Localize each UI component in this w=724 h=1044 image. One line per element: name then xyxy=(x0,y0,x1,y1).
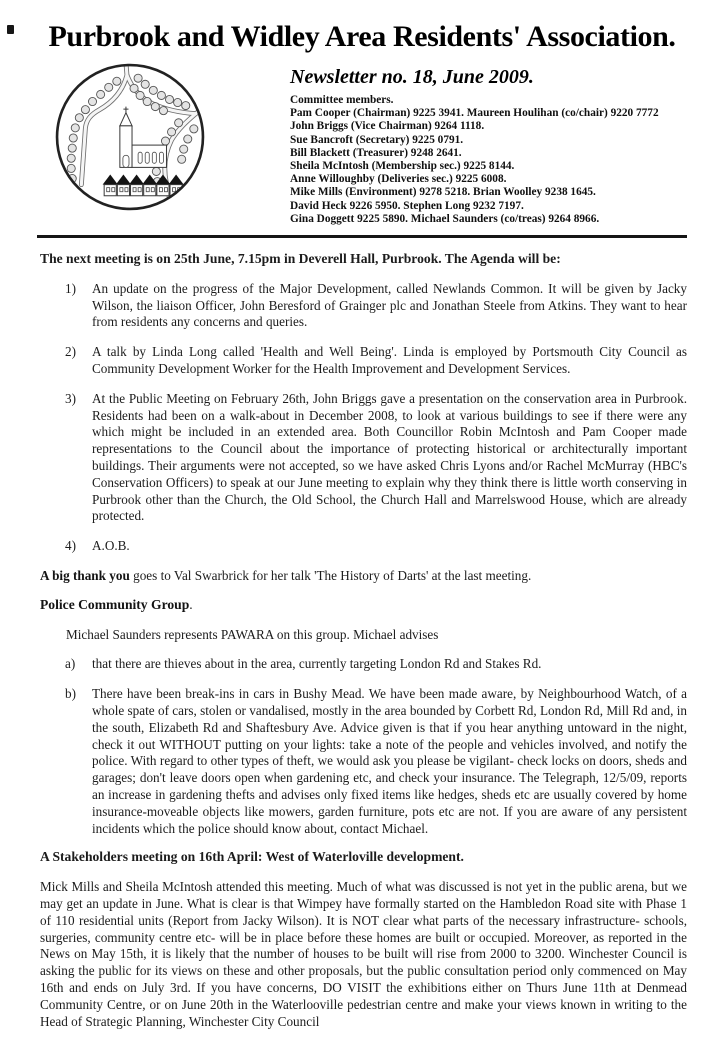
committee-member-line: Sue Bancroft (Secretary) 9225 0791. xyxy=(290,133,464,146)
agenda-item-number: 1) xyxy=(65,280,76,296)
police-item-text: There have been break-ins in cars in Bushy Mead. We have been made aware, by Neighbourhood Watch, of a whole spate of cars, stolen or vandalised, mostly in the area bounded by Corbett Rd, London Rd, Mill Rd and, in the south, Elizabeth Rd and Shaftesbury Ave. Advice given is that if you hear anything untoward in the night, check it out WITHOUT putting on your lights: take a note of the people and vehicles involved, and notify the police. With regard to other types of theft, we would ask you please be vigilant- check locks on doors, sheds and garages; don't leave doors open when gardening etc, and check your insurance. The Telegraph, 12/5/09, reports an increase in gardening thefts and advises only fixed items like hedges, sheds etc are usually covered by home insurance-moveable objects like mowers, garden furniture, pots etc are not. If you are aware of any persistent incidents which the police should know about, contact Michael. xyxy=(92,686,687,836)
agenda-item-number: 3) xyxy=(65,390,76,406)
newsletter-body xyxy=(40,251,687,1030)
church-icon xyxy=(120,107,167,168)
houses-icon xyxy=(103,174,184,195)
police-group-heading: Police Community Group. xyxy=(40,596,193,612)
thank-you-rest: goes to Val Swarbrick for her talk 'The History of Darts' at the last meeting. xyxy=(129,567,532,583)
masthead-row xyxy=(52,62,688,226)
committee-member-line: Pam Cooper (Chairman) 9225 3941. Maureen Houlihan (co/chair) 9220 7772 xyxy=(290,107,659,120)
thank-you-lead: A big thank you xyxy=(40,567,130,583)
header-divider xyxy=(37,235,687,238)
stakeholders-body: Mick Mills and Sheila McIntosh attended this meeting. Much of what was discussed is not yet in the public arena, but we may get an update in June. What is clear is that Wimpey have formally started on the Hambledon Road site with Phase 1 of 110 residential units (Report from Jacky Wilson). It is NOT clear what parts of the necessary infrastructure- schools, surgeries, community centre etc- will be in place before these homes are built or occupied. Moreover, as reported in the News on May 15th, it is likely that the number of houses to be built will rise from 2000 to 3200. Winchester Council is asking the public for its views on these and other proposals, but the public consultation period only commenced on May 16th and ends on July 3rd. If you have concerns, DO VISIT the exhibitions either on Thurs June 11th at Denmead Community Centre, or on June 20th in the Waterlooville pedestrian centre and make your views known in writing to the Head of Strategic Planning, Winchester City Council xyxy=(40,879,687,1029)
agenda-item-number: 4) xyxy=(65,538,76,554)
police-item-letter: a) xyxy=(65,656,76,672)
agenda-item-2 xyxy=(65,344,687,378)
committee-member-line: Anne Willoughby (Deliveries sec.) 9225 6008. xyxy=(290,173,507,186)
committee-member-line: John Briggs (Vice Chairman) 9264 1118. xyxy=(290,120,485,133)
next-meeting-heading: The next meeting is on 25th June, 7.15pm in Deverell Hall, Purbrook. The Agenda will be: xyxy=(40,251,561,267)
newsletter-title: Newsletter no. 18, June 2009. xyxy=(290,66,534,88)
association-logo xyxy=(52,62,208,214)
agenda-item-text: A talk by Linda Long called 'Health and Well Being'. Linda is employed by Portsmouth City Council as Community Development Worker for the Health Improvement and Development Services. xyxy=(92,344,687,377)
agenda-item-4 xyxy=(65,538,687,555)
thank-you-paragraph xyxy=(40,568,687,585)
committee-member-line: Sheila McIntosh (Membership sec.) 9225 8144. xyxy=(290,160,515,173)
police-item-text: that there are thieves about in the area, currently targeting London Rd and Stakes Rd. xyxy=(92,656,542,672)
agenda-item-text: An update on the progress of the Major Development, called Newlands Common. It will be given by Jacky Wilson, the liaison Officer, John Beresford of Grainger plc and Jonathan Steele from Atkins. They want to hear from residents any concerns and queries. xyxy=(92,280,687,330)
agenda-item-text: At the Public Meeting on February 26th, John Briggs gave a presentation on the conservation area in Purbrook. Residents had been on a walk-about in December 2008, to look at various buildings to see if there were any which might be included in an extended area. Both Councillor Robin McIntosh and Pam Cooper made representations to the Council about the importance of protecting historical or architecturally important buildings. Their arguments were not accepted, so we have asked Chris Lyons and/or Rachel McMurray (HBC's Conservation Officers) to speak at our June meeting to explain why they think there is little worth conserving in Purbrook other than the Church, the Old School, the Church Hall and Marrelswood House, which are already protected. xyxy=(92,390,687,524)
committee-member-line: Bill Blackett (Treasurer) 9248 2641. xyxy=(290,146,462,159)
stakeholders-heading: A Stakeholders meeting on 16th April: West of Waterloville development. xyxy=(40,849,464,865)
page-title: Purbrook and Widley Area Residents' Association. xyxy=(48,20,676,53)
agenda-item-text: A.O.B. xyxy=(92,538,130,554)
police-group-intro: Michael Saunders represents PAWARA on this group. Michael advises xyxy=(66,626,439,642)
masthead xyxy=(290,62,659,226)
committee-member-line: David Heck 9226 5950. Stephen Long 9232 7197. xyxy=(290,199,524,212)
police-item-b xyxy=(65,686,687,837)
committee-member-line: Gina Doggett 9225 5890. Michael Saunders (co/treas) 9264 8966. xyxy=(290,212,600,225)
police-item-letter: b) xyxy=(65,686,76,702)
agenda-item-number: 2) xyxy=(65,344,76,360)
committee-member-line: Mike Mills (Environment) 9278 5218. Brian Woolley 9238 1645. xyxy=(290,186,596,199)
committee-heading: Committee members. xyxy=(290,94,394,106)
village-church-map-emblem-icon xyxy=(52,62,208,214)
agenda-item-1 xyxy=(65,281,687,331)
police-item-a xyxy=(65,656,687,673)
scan-artifact xyxy=(7,25,14,34)
agenda-item-3 xyxy=(65,391,687,525)
